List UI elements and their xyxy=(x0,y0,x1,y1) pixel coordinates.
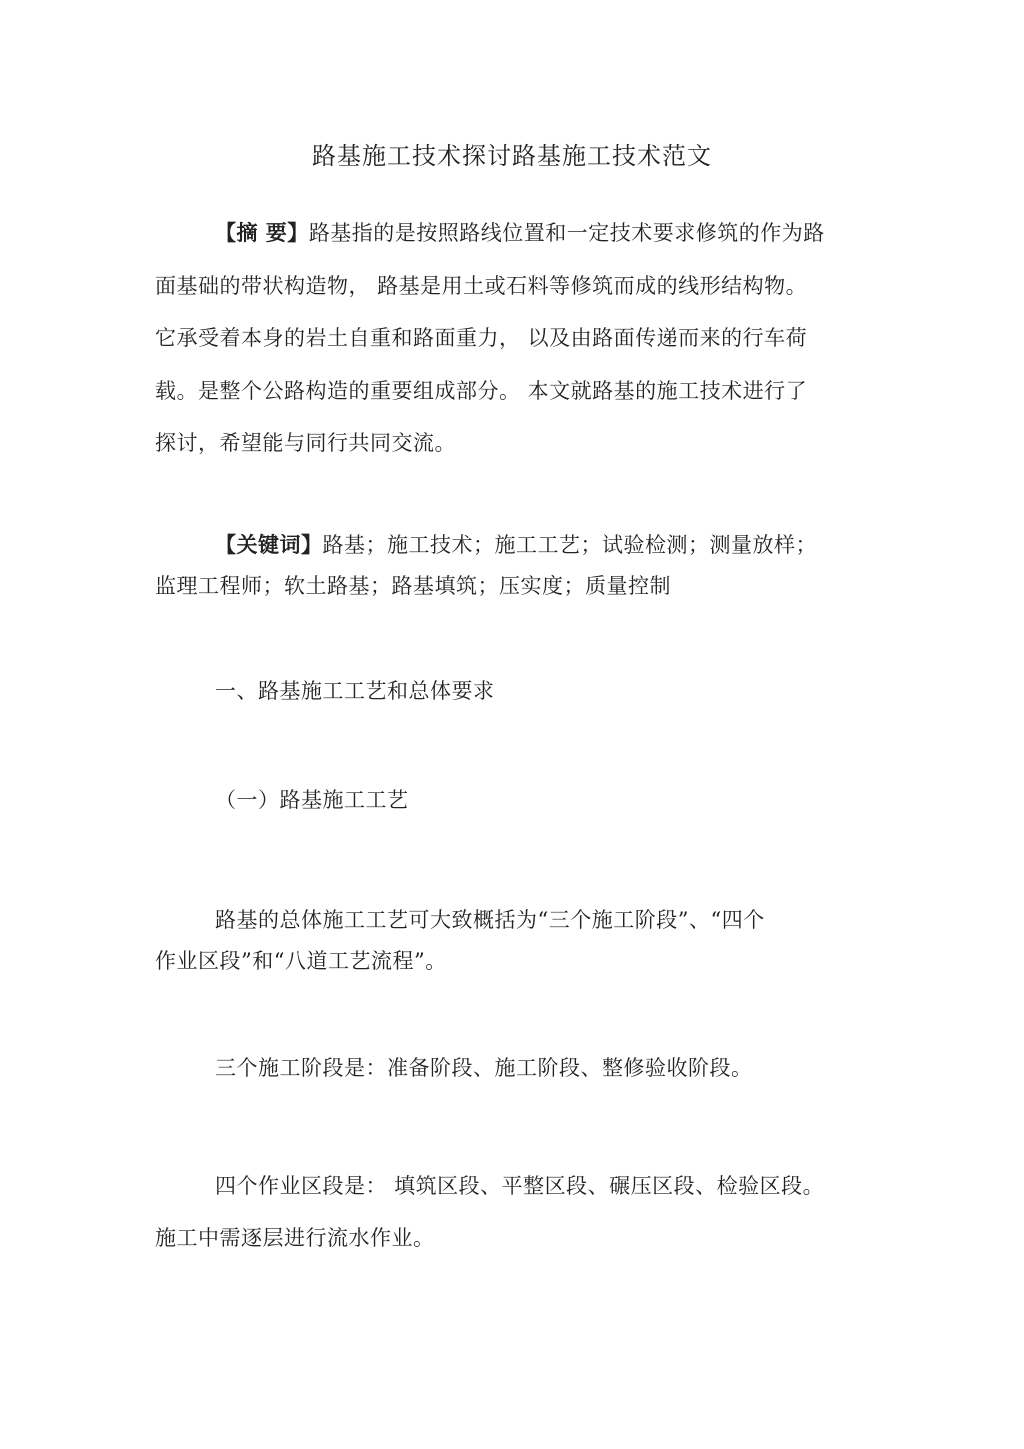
keywords-line: 【关键词】路基；施工技术；施工工艺；试验检测；测量放样； xyxy=(215,532,817,557)
body-paragraph xyxy=(155,900,860,982)
subsection-heading: （一）路基施工工艺 xyxy=(215,788,409,812)
abstract-line: 探讨，希望能与同行共同交流。 xyxy=(155,431,456,455)
paragraph-line: 路基的总体施工工艺可大致概括为“三个施工阶段”、“四个 xyxy=(215,908,765,932)
abstract-label: 【摘 要】 xyxy=(215,220,309,245)
body-paragraph xyxy=(155,1160,860,1264)
paragraph-line: 四个作业区段是： 填筑区段、平整区段、碾压区段、检验区段。 xyxy=(215,1174,825,1198)
paragraph-line: 作业区段”和“八道工艺流程”。 xyxy=(155,949,447,973)
document-title: 路基施工技术探讨路基施工技术范文 xyxy=(312,142,712,170)
section-heading: 一、路基施工工艺和总体要求 xyxy=(215,679,495,703)
body-paragraph xyxy=(155,1052,860,1084)
abstract-paragraph xyxy=(155,207,860,470)
abstract-line: 面基础的带状构造物， 路基是用土或石料等修筑而成的线形结构物。 xyxy=(155,273,808,298)
keywords-label: 【关键词】 xyxy=(215,532,323,557)
keywords-paragraph xyxy=(155,524,860,607)
paragraph-line: 施工中需逐层进行流水作业。 xyxy=(155,1226,435,1250)
paragraph-line: 三个施工阶段是：准备阶段、施工阶段、整修验收阶段。 xyxy=(215,1056,753,1080)
abstract-line: 载。是整个公路构造的重要组成部分。 本文就路基的施工技术进行了 xyxy=(155,378,808,403)
abstract-line: 它承受着本身的岩土自重和路面重力， 以及由路面传递而来的行车荷 xyxy=(155,326,808,350)
abstract-line: 【摘 要】路基指的是按照路线位置和一定技术要求修筑的作为路 xyxy=(215,220,825,245)
keywords-line: 监理工程师；软土路基；路基填筑；压实度；质量控制 xyxy=(155,574,671,598)
